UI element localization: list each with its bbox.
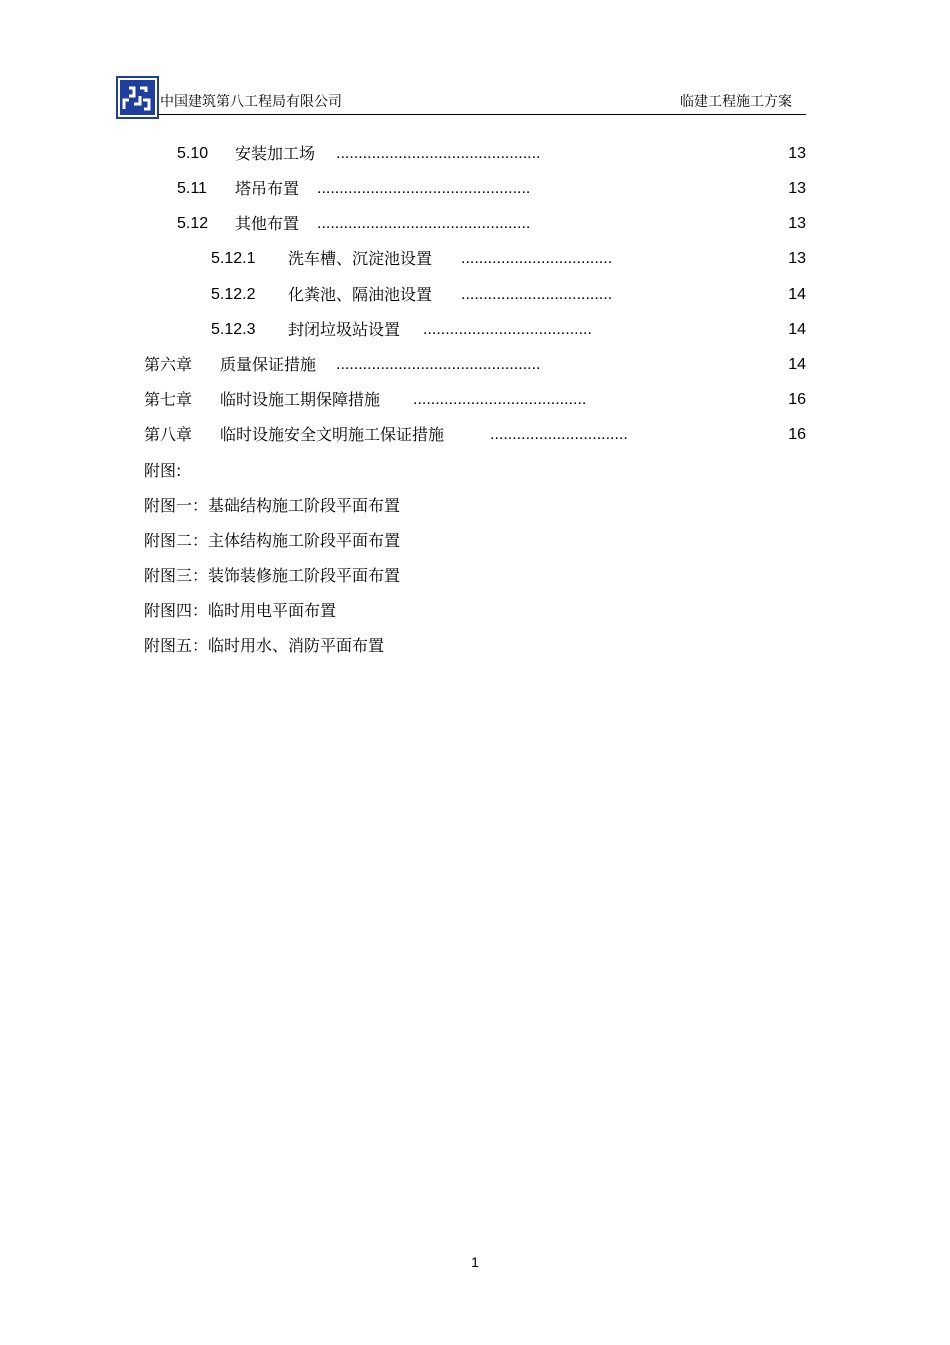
toc-entry-page: 13 [788, 215, 806, 232]
toc-entry-leader: ................................................ [317, 180, 531, 197]
appendix-item[interactable] [0, 530, 950, 552]
appendix-heading [0, 460, 950, 482]
toc-entry-number: 5.12 [177, 215, 209, 232]
toc-entry[interactable] [0, 248, 950, 270]
toc-entry-title: 临时设施安全文明施工保证措施 [220, 425, 445, 444]
header-divider [158, 114, 806, 115]
appendix-item[interactable] [0, 600, 950, 622]
toc-entry-number: 第七章 [144, 390, 193, 409]
company-logo [116, 76, 159, 119]
appendix-item-text: 附图四：临时用电平面布置 [144, 601, 337, 620]
toc-entry-title: 其他布置 [235, 214, 300, 233]
toc-entry-page: 14 [788, 321, 806, 338]
appendix-item-text: 附图一：基础结构施工阶段平面布置 [144, 496, 401, 515]
header-company: 中国建筑第八工程局有限公司 [160, 94, 342, 110]
toc-entry-leader: ...................................... [423, 321, 592, 338]
toc-entry-leader: .................................. [461, 250, 613, 267]
toc-entry-title: 封闭垃圾站设置 [288, 320, 401, 339]
toc-entry-title: 塔吊布置 [235, 179, 300, 198]
appendix-item-text: 附图三：装饰装修施工阶段平面布置 [144, 566, 401, 585]
toc-entry[interactable] [0, 178, 950, 200]
header-doc-title: 临建工程施工方案 [680, 94, 792, 110]
toc-entry-page: 14 [788, 356, 806, 373]
toc-entry[interactable] [0, 284, 950, 306]
toc-entry-leader: .............................................. [336, 145, 541, 162]
toc-entry[interactable] [0, 143, 950, 165]
toc-entry[interactable] [0, 354, 950, 376]
toc-entry-leader: ................................................ [317, 215, 531, 232]
toc-entry-page: 13 [788, 145, 806, 162]
toc-entry[interactable] [0, 389, 950, 411]
toc-entry-title: 洗车槽、沉淀池设置 [288, 249, 433, 268]
toc-entry-number: 5.12.2 [211, 286, 256, 303]
toc-entry-page: 13 [788, 180, 806, 197]
toc-entry[interactable] [0, 319, 950, 341]
appendix-item-text: 附图五：临时用水、消防平面布置 [144, 636, 385, 655]
toc-entry-leader: ............................... [490, 426, 628, 443]
toc-entry[interactable] [0, 424, 950, 446]
toc-entry-number: 第八章 [144, 425, 193, 444]
page-number: 1 [471, 1254, 479, 1270]
appendix-item[interactable] [0, 635, 950, 657]
toc-entry-number: 第六章 [144, 355, 193, 374]
toc-entry-number: 5.12.1 [211, 250, 256, 267]
toc-entry-title: 化粪池、隔油池设置 [288, 285, 433, 304]
appendix-heading-text: 附图: [144, 461, 182, 480]
toc-entry-title: 安装加工场 [235, 144, 316, 163]
toc-entry-number: 5.11 [177, 180, 207, 197]
toc-entry[interactable] [0, 213, 950, 235]
toc-entry-page: 16 [788, 391, 806, 408]
appendix-item-text: 附图二：主体结构施工阶段平面布置 [144, 531, 401, 550]
toc-entry-number: 5.10 [177, 145, 209, 162]
toc-entry-leader: ....................................... [413, 391, 587, 408]
toc-entry-leader: .............................................. [336, 356, 541, 373]
appendix-item[interactable] [0, 565, 950, 587]
appendix-item[interactable] [0, 495, 950, 517]
toc-entry-leader: .................................. [461, 286, 613, 303]
toc-entry-page: 16 [788, 426, 806, 443]
toc-entry-title: 临时设施工期保障措施 [220, 390, 381, 409]
toc-entry-page: 14 [788, 286, 806, 303]
toc-entry-number: 5.12.3 [211, 321, 256, 338]
toc-entry-title: 质量保证措施 [220, 355, 317, 374]
toc-entry-page: 13 [788, 250, 806, 267]
